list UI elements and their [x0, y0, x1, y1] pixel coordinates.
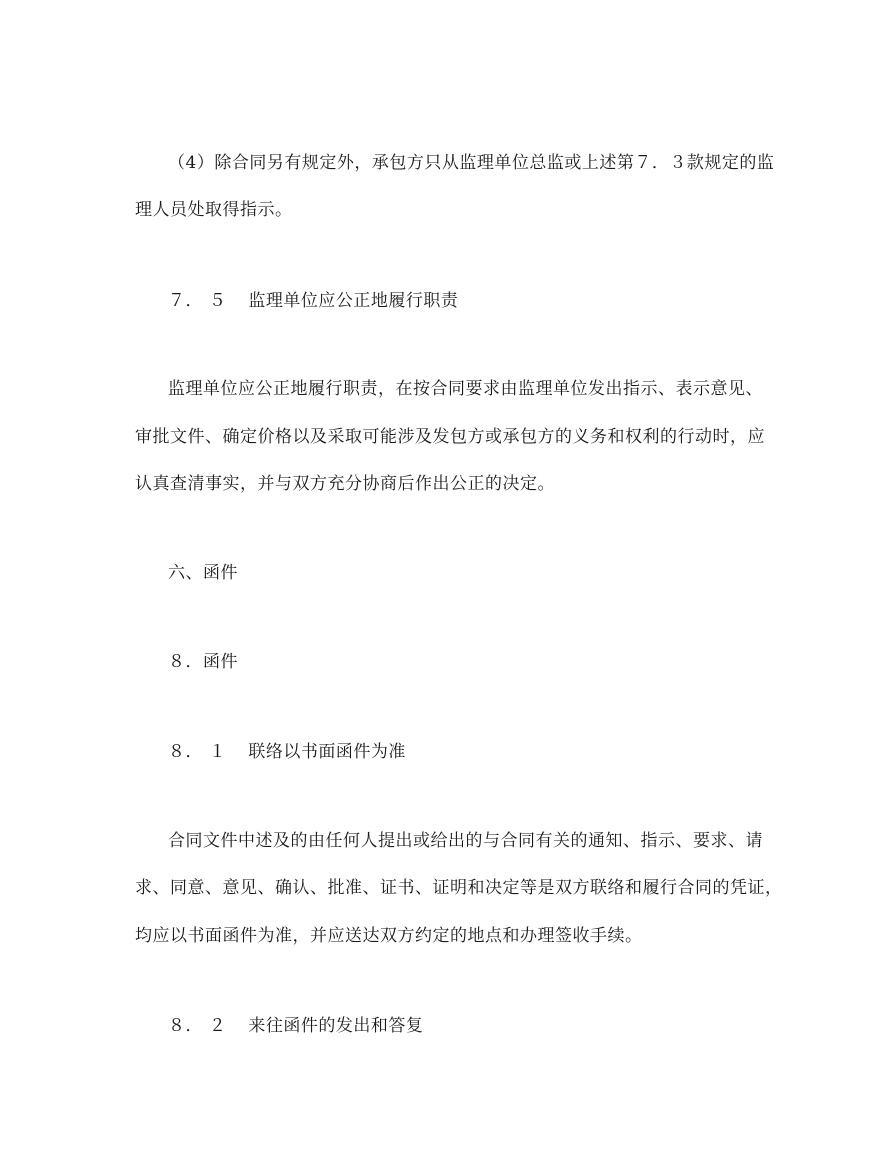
- paragraph-line: 均应以书面函件为准，并应送达双方约定的地点和办理签收手续。: [135, 926, 643, 946]
- section-heading-8-1: [168, 741, 406, 763]
- paragraph-line: 审批文件、确定价格以及采取可能涉及发包方或承包方的义务和权利的行动时，应: [135, 427, 765, 447]
- section-title: 监理单位应公正地履行职责: [248, 291, 459, 311]
- section-number: ７． ５: [168, 291, 227, 311]
- section-heading-8: ８．函件: [168, 652, 238, 672]
- section-heading-7-5: [168, 290, 458, 312]
- paragraph-line: 合同文件中述及的由任何人提出或给出的与合同有关的通知、指示、要求、请: [168, 831, 763, 851]
- section-number: ８． ２: [168, 1016, 227, 1036]
- chapter-heading: 六、函件: [168, 563, 238, 583]
- paragraph-line: （4）除合同另有规定外，承包方只从监理单位总监或上述第７．３款规定的监: [168, 153, 775, 173]
- paragraph-line: 监理单位应公正地履行职责，在按合同要求由监理单位发出指示、表示意见、: [168, 379, 763, 399]
- section-title: 联络以书面函件为准: [248, 742, 406, 762]
- section-heading-8-2: [168, 1015, 423, 1037]
- paragraph-line: 认真查清事实，并与双方充分协商后作出公正的决定。: [135, 474, 555, 494]
- section-title: 来往函件的发出和答复: [248, 1016, 424, 1036]
- paragraph-line: 理人员处取得指示。: [135, 200, 293, 220]
- section-number: ８． １: [168, 742, 227, 762]
- paragraph-line: 求、同意、意见、确认、批准、证书、证明和决定等是双方联络和履行合同的凭证，: [135, 878, 783, 898]
